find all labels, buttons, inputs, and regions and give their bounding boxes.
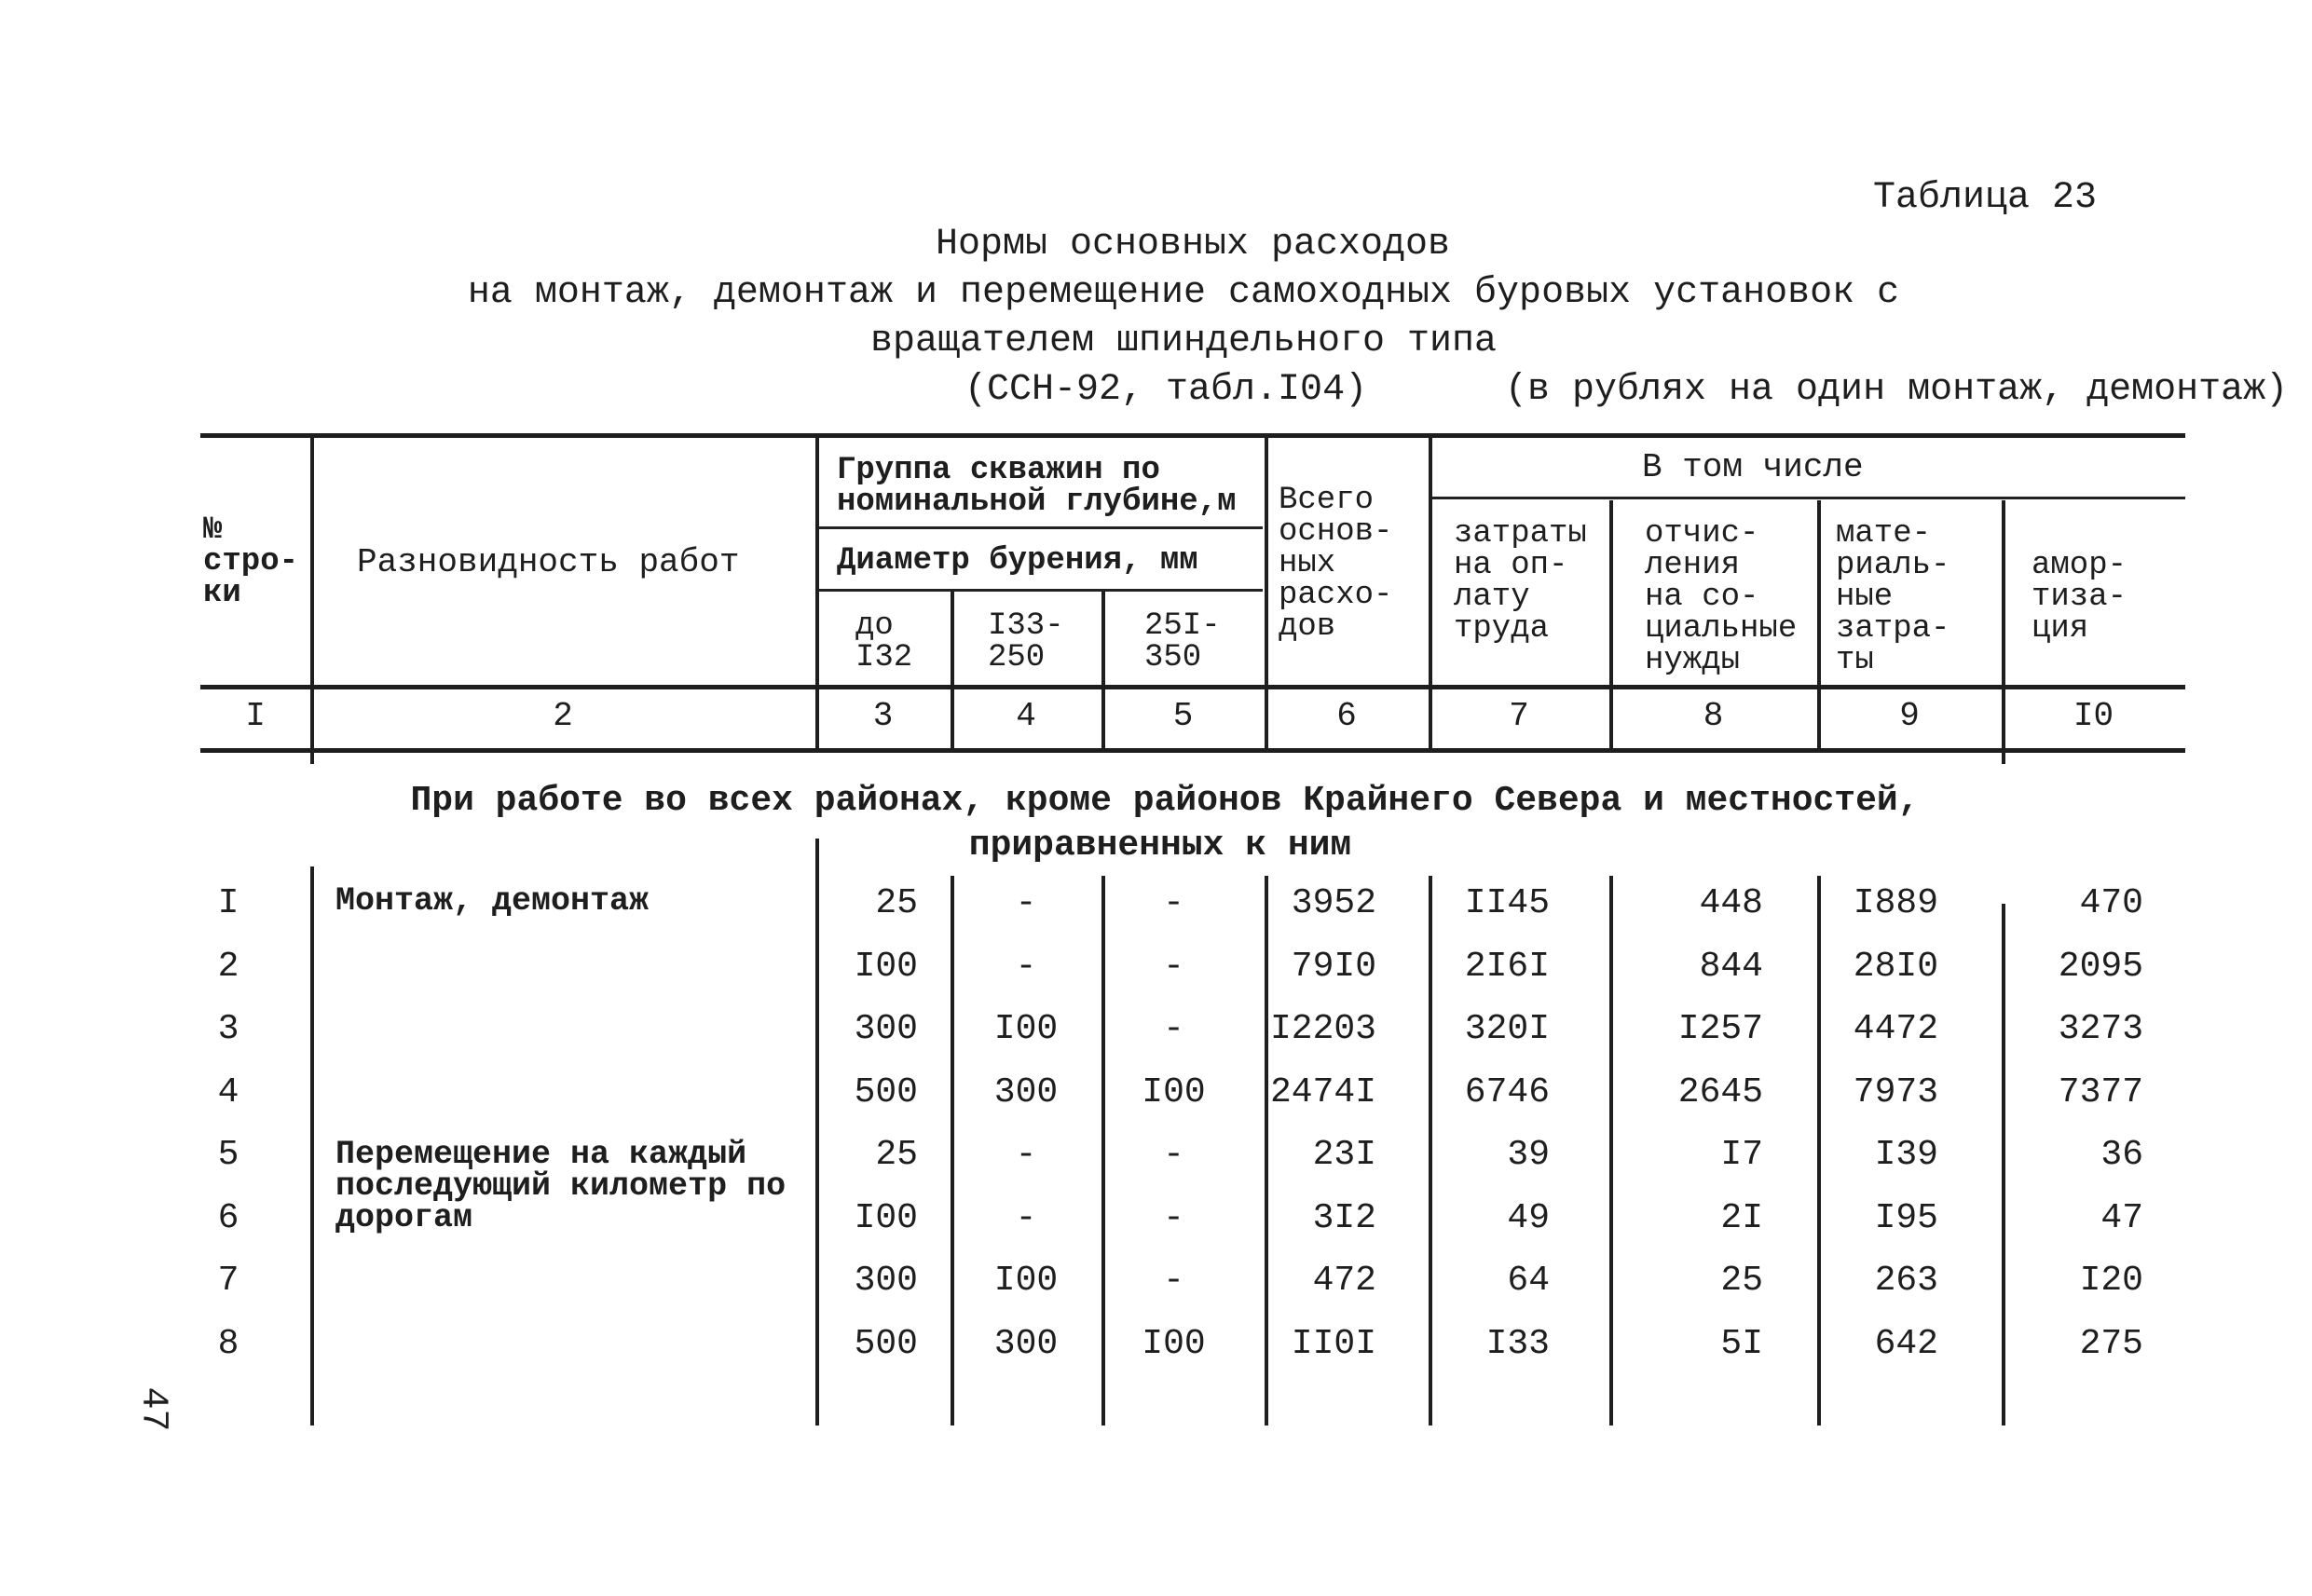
row-7-col-c6: 472 [1312, 1261, 1376, 1301]
header-well-group: Группа скважин по номинальной глубине,м [837, 453, 1237, 520]
description-move: Перемещение на каждый последующий километр по дорогам [335, 1136, 787, 1236]
row-4-col-c4: 300 [993, 1072, 1059, 1112]
row-6-col-c3: I00 [854, 1198, 918, 1238]
row-2-col-c7: 2I6I [1464, 947, 1550, 987]
row-6-col-c7: 49 [1507, 1198, 1550, 1238]
row-8-col-c5: I00 [1142, 1324, 1206, 1364]
row-1-col-c4: - [1015, 883, 1037, 923]
row-4-col-c9: 7973 [1853, 1072, 1938, 1112]
row-5-col-c8: I7 [1720, 1135, 1763, 1175]
row-2-col-c4: - [1015, 947, 1037, 987]
row-6-col-c6: 3I2 [1312, 1198, 1376, 1238]
header-bottom-border [200, 685, 2185, 689]
row-8-col-c9: 642 [1874, 1324, 1938, 1364]
row-5-col-c6: 23I [1312, 1135, 1376, 1175]
row-2-col-c5: - [1163, 947, 1184, 987]
diameter-separator [815, 589, 1263, 592]
col-number-9: 9 [1899, 697, 1920, 735]
col-number-4: 4 [1016, 697, 1036, 735]
row-3-col-c5: - [1163, 1009, 1184, 1049]
row-7-col-n: 7 [217, 1261, 239, 1301]
row-5-col-c3: 25 [875, 1135, 918, 1175]
col-number-1: I [245, 697, 266, 735]
header-diam-3: 25I- 350 [1144, 608, 1221, 675]
col-number-6: 6 [1336, 697, 1357, 735]
row-1-col-c10: 470 [2079, 883, 2143, 923]
row-7-col-c7: 64 [1507, 1261, 1550, 1301]
page-number: 47 [131, 1386, 174, 1432]
row-2-col-c9: 28I0 [1853, 947, 1938, 987]
group-separator [815, 526, 1263, 529]
including-separator [1430, 497, 2185, 499]
row-3-col-c4: I00 [993, 1009, 1059, 1049]
row-2-col-c10: 2095 [2058, 947, 2143, 987]
row-1-col-c5: - [1163, 883, 1184, 923]
header-drill-diameter: Диаметр бурения, мм [837, 543, 1198, 579]
col-number-8: 8 [1703, 697, 1724, 735]
row-8-col-c3: 500 [854, 1324, 918, 1364]
row-2-col-c6: 79I0 [1291, 947, 1376, 987]
body-divider-1 [310, 866, 314, 1425]
row-6-col-c10: 47 [2100, 1198, 2143, 1238]
row-4-col-c3: 500 [854, 1072, 918, 1112]
header-work-type: Разновидность работ [357, 543, 740, 581]
row-7-col-c8: 25 [1720, 1261, 1763, 1301]
row-3-col-c9: 4472 [1853, 1009, 1938, 1049]
header-row-no: № стро- ки [203, 512, 299, 611]
header-labor: затраты на оп- лату труда [1454, 516, 1587, 647]
row-5-col-c9: I39 [1874, 1135, 1938, 1175]
row-2-col-c8: 844 [1699, 947, 1763, 987]
colnum-bottom-border [200, 748, 2185, 753]
row-6-col-c9: I95 [1874, 1198, 1938, 1238]
col-number-3: 3 [872, 697, 894, 735]
row-1-col-c7: II45 [1464, 883, 1550, 923]
row-4-col-n: 4 [217, 1072, 239, 1112]
row-8-col-c6: II0I [1291, 1324, 1376, 1364]
row-5-col-n: 5 [217, 1135, 239, 1175]
row-5-col-c10: 36 [2100, 1135, 2143, 1175]
table-top-border [200, 433, 2185, 438]
title-line-2: на монтаж, демонтаж и перемещение самоходных буровых установок с [467, 272, 1900, 314]
title-line-1: Нормы основных расходов [935, 224, 1451, 266]
row-7-col-c3: 300 [854, 1261, 918, 1301]
row-8-col-c10: 275 [2079, 1324, 2143, 1364]
row-4-col-c6: 2474I [1269, 1072, 1376, 1112]
row-2-col-n: 2 [217, 947, 239, 987]
row-3-col-c8: I257 [1677, 1009, 1763, 1049]
section-heading-line-2: приравненных к ним [968, 825, 1352, 866]
row-1-col-n: I [217, 883, 239, 923]
row-4-col-c10: 7377 [2058, 1072, 2143, 1112]
row-7-col-c5: - [1163, 1261, 1184, 1301]
row-1-col-c9: I889 [1853, 883, 1938, 923]
row-8-col-c4: 300 [993, 1324, 1059, 1364]
col-number-7: 7 [1509, 697, 1529, 735]
header-including: В том числе [1642, 448, 1864, 486]
section-heading-line-1: При работе во всех районах, кроме районов Крайнего Севера и местностей, [410, 781, 1920, 821]
col-number-10: I0 [2073, 697, 2114, 735]
title-source: (ССН-92, табл.I04) [964, 369, 1368, 411]
row-5-col-c7: 39 [1507, 1135, 1550, 1175]
row-3-col-c10: 3273 [2058, 1009, 2143, 1049]
row-1-col-c8: 448 [1699, 883, 1763, 923]
row-4-col-c8: 2645 [1677, 1072, 1763, 1112]
row-7-col-c10: I20 [2079, 1261, 2143, 1301]
row-4-col-c7: 6746 [1464, 1072, 1550, 1112]
row-5-col-c4: - [1015, 1135, 1037, 1175]
row-8-col-c8: 5I [1720, 1324, 1763, 1364]
table-label: Таблица 23 [1873, 177, 2098, 219]
col-number-5: 5 [1172, 697, 1194, 735]
row-3-col-n: 3 [217, 1009, 239, 1049]
row-3-col-c6: I2203 [1269, 1009, 1376, 1049]
header-total: Всего основ- ных расхо- дов [1279, 483, 1393, 645]
row-8-col-n: 8 [217, 1324, 239, 1364]
col-number-2: 2 [553, 697, 573, 735]
row-6-col-c8: 2I [1720, 1198, 1763, 1238]
row-1-col-c3: 25 [875, 883, 918, 923]
row-6-col-n: 6 [217, 1198, 239, 1238]
row-6-col-c4: - [1015, 1198, 1037, 1238]
row-1-col-c6: 3952 [1291, 883, 1376, 923]
row-7-col-c9: 263 [1874, 1261, 1938, 1301]
title-units: (в рублях на один монтаж, демонтаж) [1505, 369, 2289, 411]
header-social: отчис- ления на со- циальные нужды [1645, 516, 1798, 678]
header-diam-2: I33- 250 [988, 608, 1064, 675]
header-materials: мате- риаль- ные затра- ты [1836, 516, 1950, 678]
row-4-col-c5: I00 [1142, 1072, 1206, 1112]
row-6-col-c5: - [1163, 1198, 1184, 1238]
row-7-col-c4: I00 [993, 1261, 1059, 1301]
row-8-col-c7: I33 [1485, 1324, 1550, 1364]
row-2-col-c3: I00 [854, 947, 918, 987]
description-mount: Монтаж, демонтаж [335, 882, 650, 920]
row-3-col-c3: 300 [854, 1009, 918, 1049]
row-5-col-c5: - [1163, 1135, 1184, 1175]
header-diam-1: до I32 [855, 608, 913, 675]
title-line-3: вращателем шпиндельного типа [869, 321, 1498, 362]
row-3-col-c7: 320I [1464, 1009, 1550, 1049]
header-amort: амор- тиза- ция [2032, 548, 2127, 647]
